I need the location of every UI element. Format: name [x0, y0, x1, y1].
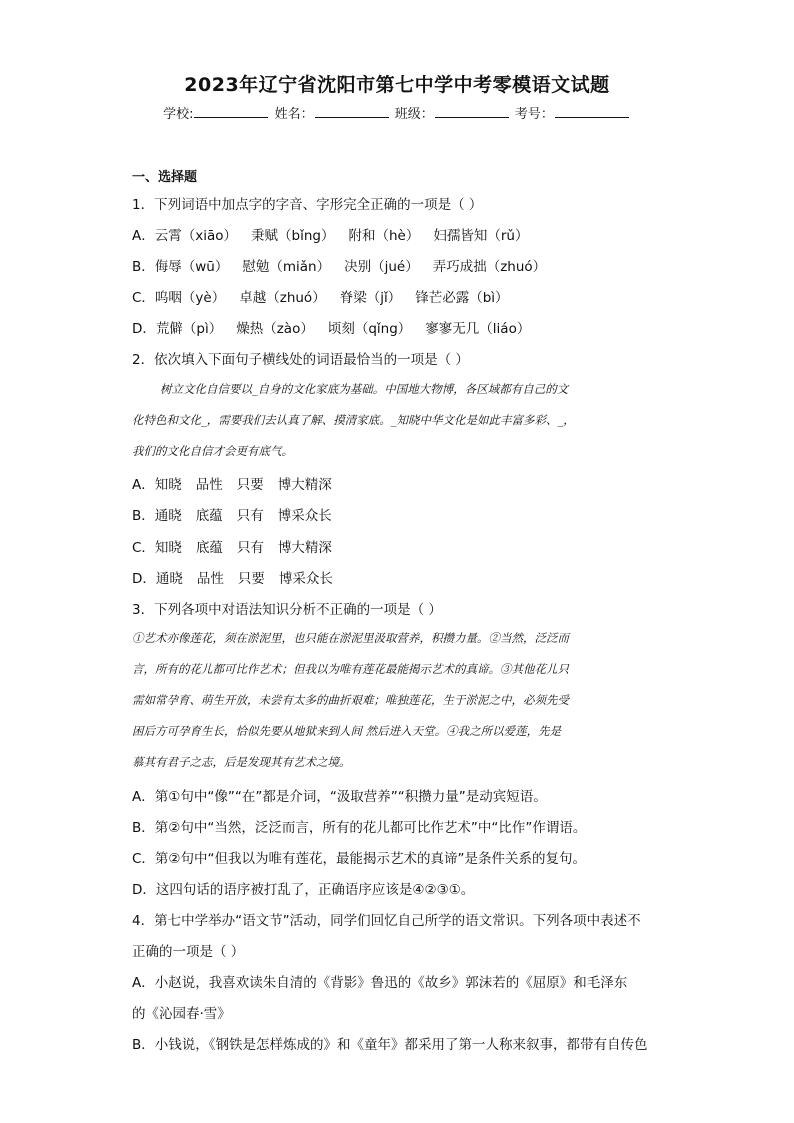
q2-d-item: 博采众长 — [278, 571, 333, 587]
q1-c-item: C．呜咽（yè） — [132, 290, 226, 306]
q3-option-c[interactable]: C．第②句中“但我以为唯有莲花，最能揭示艺术的真谛”是条件关系的复句。 — [132, 851, 587, 867]
id-label: 考号： — [514, 107, 554, 122]
q3-stem: 3．下列各项中对语法知识分析不正确的一项是（ ） — [132, 602, 442, 618]
q3-option-a[interactable]: A．第①句中“像”“在”都是介词，“汲取营养”“积攒力量”是动宾短语。 — [132, 789, 547, 805]
q4-stem-line: 4．第七中学举办“语文节”活动，同学们回忆自己所学的语文常识。下列各项中表述不 — [132, 913, 641, 929]
id-blank[interactable] — [555, 105, 629, 118]
student-info-row — [0, 103, 794, 122]
q1-a-item: 秉赋（bǐng） — [251, 228, 335, 244]
q2-passage-line: 树立文化自信要以_自身的文化家底为基础。中国地大物博，各区域都有自己的文 — [160, 382, 569, 396]
q1-stem: 1．下列词语中加点字的字音、字形完全正确的一项是（ ） — [132, 197, 483, 213]
q2-c-item: 底蕴 — [195, 540, 223, 556]
q2-passage-line: 化特色和文化_，需要我们去认真了解、摸清家底。_知晓中华文化是如此丰富多彩、_， — [132, 413, 575, 427]
q1-a-item: 妇孺皆知（rǔ） — [433, 228, 529, 244]
q2-a-item: 只要 — [236, 477, 264, 493]
q2-b-item: 底蕴 — [195, 508, 223, 524]
q1-c-item: 卓越（zhuó） — [239, 290, 326, 306]
q1-b-item: B．侮辱（wū） — [132, 259, 229, 275]
q2-c-item: 博大精深 — [277, 540, 332, 556]
name-label: 姓名： — [274, 107, 314, 122]
q3-option-d[interactable]: D．这四句话的语序被打乱了，正确语序应该是④②③①。 — [132, 882, 475, 898]
q2-d-item: D．通晓 — [132, 571, 183, 587]
q4-option-b[interactable]: B．小钱说，《钢铁是怎样炼成的》和《童年》都采用了第一人称来叙事，都带有自传色 — [132, 1037, 648, 1053]
q2-option-a[interactable] — [132, 473, 346, 493]
q1-c-item: 脊梁（jǐ） — [339, 290, 402, 306]
q4-option-a-cont: 的《沁园春·雪》 — [132, 1006, 231, 1022]
q1-b-item: 弄巧成拙（zhuó） — [432, 259, 547, 275]
q1-c-item: 锋芒必露（bì） — [415, 290, 509, 306]
q1-d-item: 顷刻（qǐng） — [327, 321, 412, 337]
q2-b-item: 只有 — [236, 508, 264, 524]
q1-d-item: 寥寥无几（liáo） — [425, 321, 531, 337]
q3-passage-line: 困后方可孕育生长，恰似先要从地狱来到人间 然后进入天堂。④我之所以爱莲，先是 — [132, 724, 562, 738]
q2-b-item: 博采众长 — [277, 508, 332, 524]
q2-d-item: 品性 — [196, 571, 224, 587]
q2-a-item: 品性 — [195, 477, 223, 493]
exam-title: 2023年辽宁省沈阳市第七中学中考零模语文试题 — [184, 74, 610, 96]
q2-d-item: 只要 — [237, 571, 265, 587]
q2-a-item: 博大精深 — [277, 477, 332, 493]
q2-stem: 2．依次填入下面句子横线处的词语最恰当的一项是（ ） — [132, 352, 469, 368]
section-heading: 一、选择题 — [132, 170, 198, 185]
q2-passage-line: 我们的文化自信才会更有底气。 — [132, 444, 293, 458]
q3-passage-line: 言，所有的花儿都可比作艺术；但我以为唯有莲花最能揭示艺术的真谛。③其他花儿只 — [132, 662, 569, 676]
school-label: 学校: — [163, 107, 194, 122]
q4-stem-line: 正确的一项是（ ） — [132, 944, 245, 960]
q2-c-item: C．知晓 — [132, 540, 182, 556]
q3-passage-line: 需如常孕育、萌生开放，未尝有太多的曲折艰难；唯独莲花，生于淤泥之中，必须先受 — [132, 693, 569, 707]
q3-passage-line: 慕其有君子之志，后是发现其有艺术之境。 — [132, 755, 351, 769]
q1-d-item: D．荒僻（pì） — [132, 321, 223, 337]
q2-a-item: A．知晓 — [132, 477, 182, 493]
q1-option-c[interactable] — [132, 286, 523, 306]
q1-option-a[interactable] — [132, 224, 542, 244]
name-blank[interactable] — [315, 105, 389, 118]
q2-option-c[interactable] — [132, 536, 346, 556]
q3-passage-line: ①艺术亦像莲花，须在淤泥里，也只能在淤泥里汲取营养，积攒力量。②当然，泛泛而 — [132, 631, 569, 645]
q1-option-b[interactable] — [132, 255, 560, 275]
class-label: 班级： — [394, 107, 434, 122]
q2-option-b[interactable] — [132, 504, 346, 524]
q2-b-item: B．通晓 — [132, 508, 182, 524]
q1-d-item: 燥热（zào） — [236, 321, 314, 337]
q1-option-d[interactable] — [132, 317, 544, 337]
q3-option-b[interactable]: B．第②句中“当然，泛泛而言，所有的花儿都可比作艺术”中“比作”作谓语。 — [132, 820, 587, 836]
q4-option-a[interactable]: A．小赵说，我喜欢读朱自清的《背影》鲁迅的《故乡》郭沫若的《屈原》和毛泽东 — [132, 975, 628, 991]
q2-c-item: 只有 — [236, 540, 264, 556]
q1-b-item: 决别（jué） — [344, 259, 419, 275]
class-blank[interactable] — [435, 105, 509, 118]
q1-b-item: 慰勉（miǎn） — [242, 259, 331, 275]
school-blank[interactable] — [194, 105, 268, 118]
q1-a-item: 附和（hè） — [348, 228, 420, 244]
q2-option-d[interactable] — [132, 567, 347, 587]
q1-a-item: A．云霄（xiāo） — [132, 228, 238, 244]
